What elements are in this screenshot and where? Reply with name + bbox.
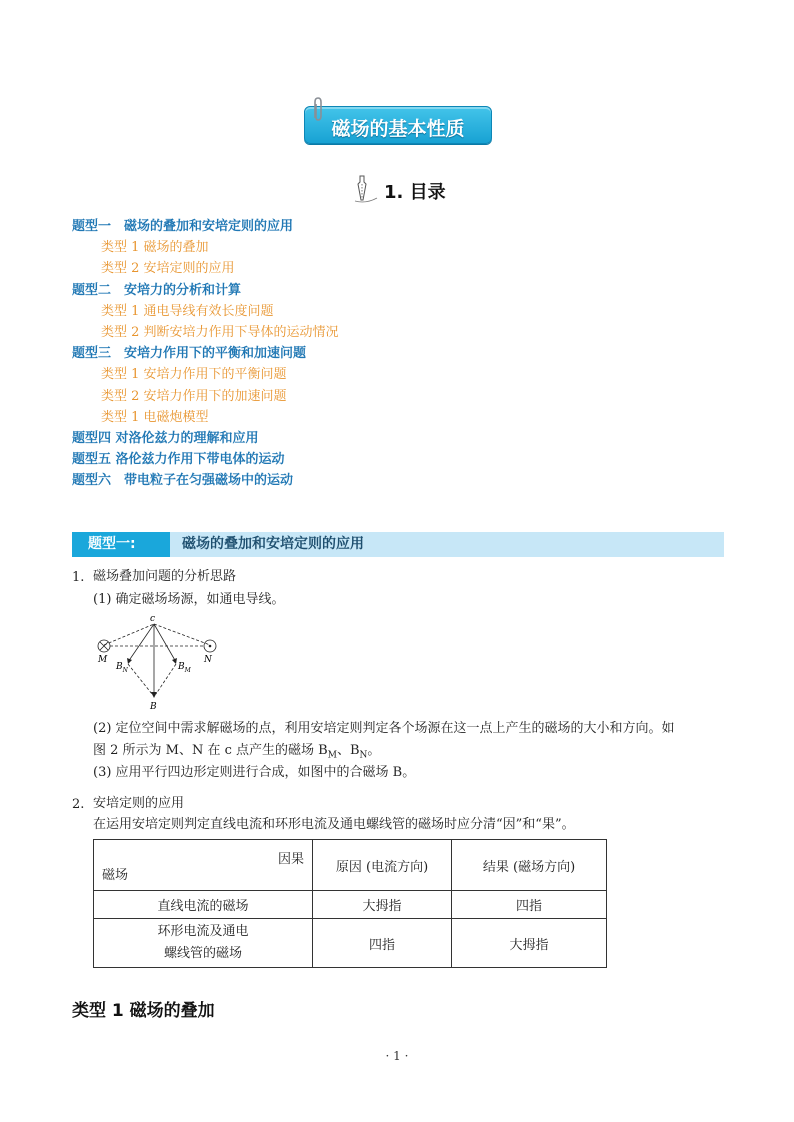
table-cell-cause: 大拇指 (313, 891, 452, 919)
label-c: c (150, 614, 156, 624)
table-row (94, 919, 607, 968)
table-cell-name: 直线电流的磁场 (94, 891, 313, 919)
label-B: B (150, 702, 157, 712)
toc-item[interactable]: 题型四 对洛伦兹力的理解和应用 (72, 430, 259, 446)
toc-item[interactable]: 类型 2 安培定则的应用 (101, 261, 235, 277)
table-header-cause: 原因 (电流方向) (313, 840, 452, 891)
table-header-effect: 结果 (磁场方向) (452, 840, 607, 891)
table-cell-name-line-2: 螺线管的磁场 (163, 946, 242, 961)
toc-item[interactable]: 类型 2 安培力作用下的加速问题 (101, 388, 287, 404)
toc-item[interactable]: 类型 2 判断安培力作用下导体的运动情况 (101, 324, 339, 340)
line-c-BM (154, 624, 176, 662)
table-header-row (94, 840, 607, 891)
table-cell-effect: 大拇指 (452, 919, 607, 968)
point-2-number: 2. (72, 797, 85, 812)
section-title: 磁场的叠加和安培定则的应用 (182, 536, 364, 552)
table-row (94, 891, 607, 919)
magnetic-field-diagram (92, 612, 222, 716)
point-1-step-2-line-1: (2) 定位空间中需求解磁场的点，利用安培定则判定各个场源在这一点上产生的磁场的大小和方向。如 (93, 721, 675, 736)
subsection-heading: 类型 1 磁场的叠加 (72, 1001, 215, 1021)
ampere-rule-table (93, 839, 607, 968)
header-corner-top: 因果 (277, 852, 304, 867)
label-M: M (98, 655, 108, 665)
header-corner-bottom: 磁场 (102, 868, 129, 883)
toc-item[interactable]: 题型三 安培力作用下的平衡和加速问题 (72, 346, 307, 362)
line-BM-B (156, 664, 176, 694)
label-BN: $B_N$ (116, 662, 128, 674)
table-of-contents (72, 216, 722, 491)
table-cell-effect: 四指 (452, 891, 607, 919)
point-1-step-1: (1) 确定磁场场源，如通电导线。 (93, 592, 285, 607)
toc-item[interactable]: 题型六 带电粒子在匀强磁场中的运动 (72, 473, 294, 489)
point-1-title: 磁场叠加问题的分析思路 (93, 569, 237, 584)
point-1-step-3: (3) 应用平行四边形定则进行合成，如图中的合磁场 B。 (93, 765, 416, 780)
toc-title: 1. 目录 (384, 182, 446, 203)
toc-item[interactable]: 类型 1 磁场的叠加 (101, 240, 209, 256)
title-banner (304, 106, 492, 144)
toc-item[interactable]: 题型五 洛伦兹力作用下带电体的运动 (72, 452, 285, 468)
label-N: N (204, 655, 212, 665)
point-2-desc: 在运用安培定则判定直线电流和环形电流及通电螺线管的磁场时应分清“因”和“果”。 (93, 817, 575, 832)
point-2-title: 安培定则的应用 (93, 796, 185, 811)
point-1-step-2-line-2: 图 2 所示为 M、N 在 c 点产生的磁场 $B_M$、$B_N$。 (93, 743, 381, 761)
point-1-number: 1. (72, 570, 85, 585)
toc-item[interactable]: 类型 1 安培力作用下的平衡问题 (101, 367, 287, 383)
toc-item[interactable]: 题型二 安培力的分析和计算 (72, 282, 242, 298)
line-c-N (154, 624, 210, 645)
table-cell-name-line-1: 环形电流及通电 (157, 924, 249, 939)
pen-nib-icon (352, 174, 380, 204)
toc-item[interactable]: 类型 1 通电导线有效长度问题 (101, 303, 274, 319)
paperclip-icon (310, 96, 326, 124)
toc-item[interactable]: 类型 1 电磁炮模型 (101, 409, 209, 425)
page-title: 磁场的基本性质 (331, 118, 465, 140)
table-cell-name (94, 919, 313, 968)
line-BN-B (128, 664, 152, 694)
label-BM: $B_M$ (178, 662, 191, 674)
section-tag: 题型一: (72, 532, 170, 557)
page-number: · 1 · (385, 1049, 409, 1063)
table-header-corner (94, 840, 313, 891)
table-cell-cause: 四指 (313, 919, 452, 968)
section-header (72, 532, 724, 557)
toc-item[interactable]: 题型一 磁场的叠加和安培定则的应用 (72, 219, 294, 234)
